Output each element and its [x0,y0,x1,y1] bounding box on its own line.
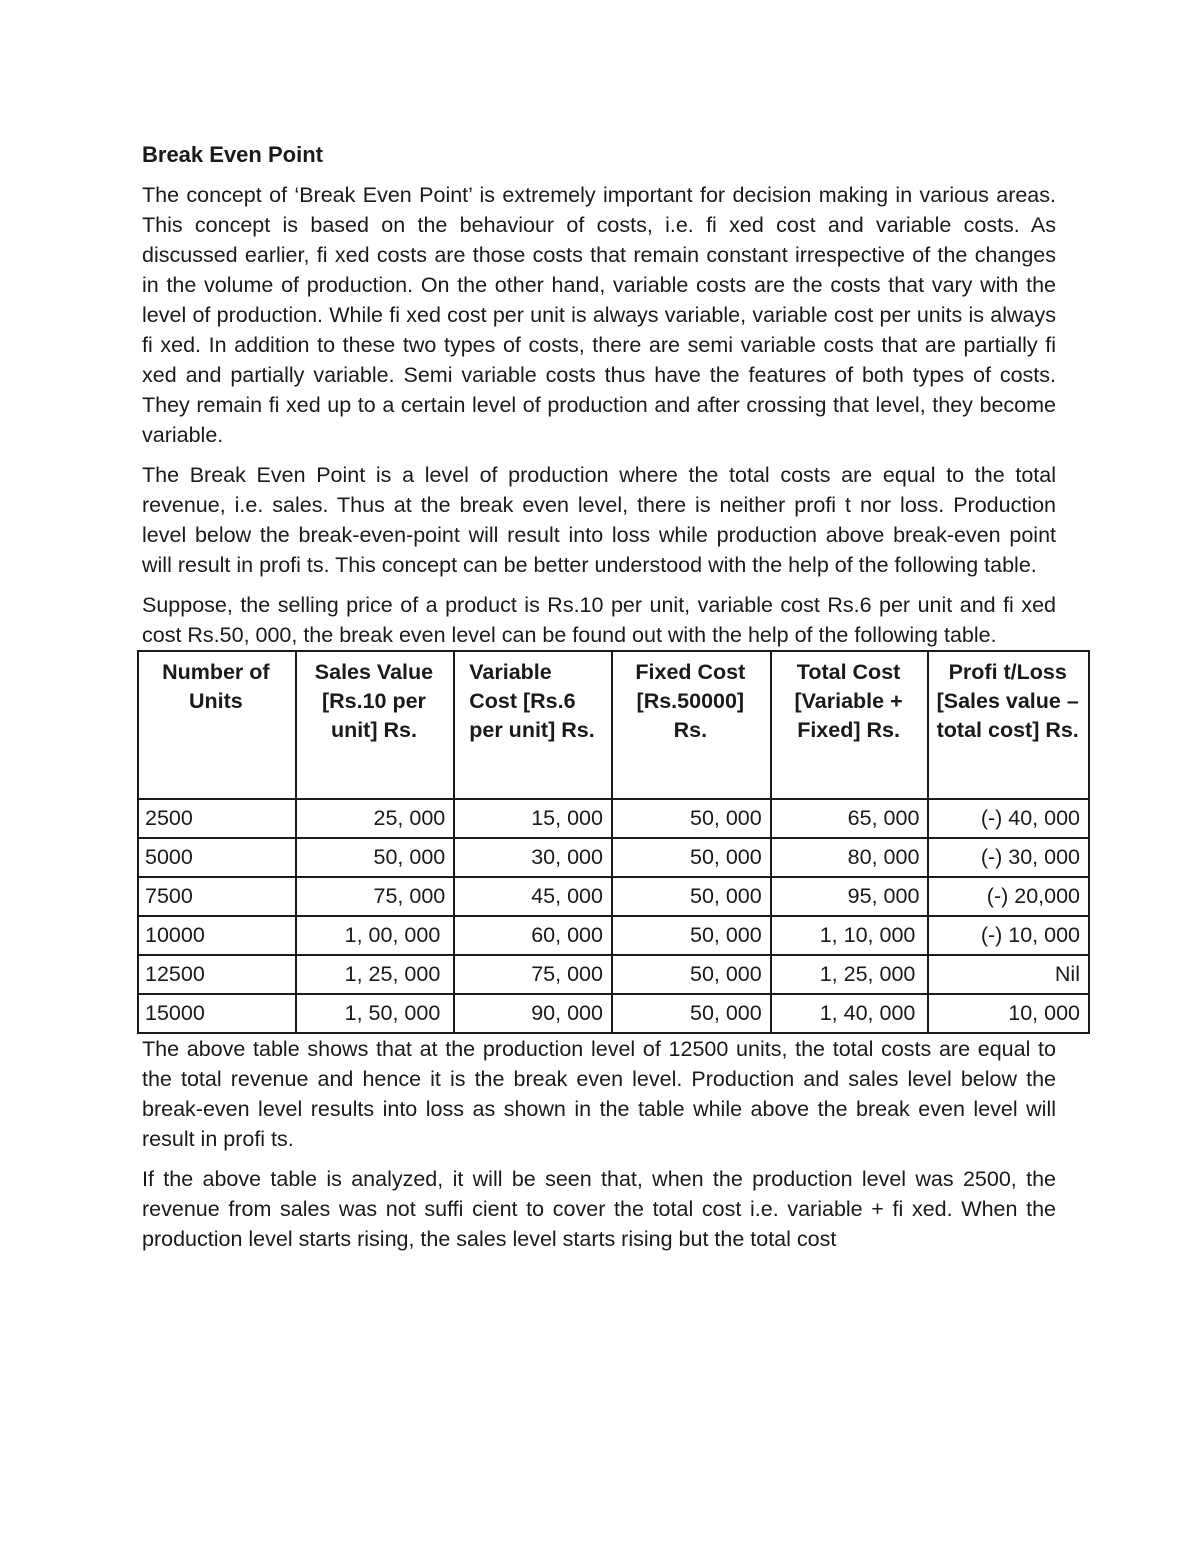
cell-variable: 15, 000 [454,799,612,838]
section-heading: Break Even Point [142,142,323,167]
document-page [142,140,1080,1264]
cell-profit: (-) 30, 000 [928,838,1089,877]
table-header-row [138,651,1089,799]
paragraph-definition: The Break Even Point is a level of production where the total costs are equal to the total revenue, i.e. sales. Thus at the break even level, there is neither profi t nor loss. Production level below the break-even-point will result into loss while production above break-even point will result in profi ts. This concept can be better understood with the help of the following table. [142,463,1056,577]
table-row [138,838,1089,877]
cell-units: 12500 [138,955,296,994]
cell-units: 7500 [138,877,296,916]
cell-variable: 45, 000 [454,877,612,916]
cell-variable: 60, 000 [454,916,612,955]
table-row [138,916,1089,955]
paragraph-example: Suppose, the selling price of a product is Rs.10 per unit, variable cost Rs.6 per unit and fi xed cost Rs.50, 000, the break even level can be found out with the help of the following table. [142,593,1056,647]
header-fixed-cost: Fixed Cost [Rs.50000] Rs. [612,651,771,799]
table-row [138,994,1089,1033]
header-units: Number of Units [138,651,296,799]
cell-fixed: 50, 000 [612,955,771,994]
cell-units: 10000 [138,916,296,955]
paragraph-analysis: If the above table is analyzed, it will be seen that, when the production level was 2500, the revenue from sales was not suffi cient to cover the total cost i.e. variable + fi xed. When the production level starts rising, the sales level starts rising but the total cost [142,1167,1056,1251]
cell-fixed: 50, 000 [612,994,771,1033]
header-total-cost: Total Cost [Variable + Fixed] Rs. [771,651,929,799]
cell-sales: 25, 000 [296,799,455,838]
cell-fixed: 50, 000 [612,916,771,955]
header-sales-value: Sales Value [Rs.10 per unit] Rs. [296,651,455,799]
table-row [138,877,1089,916]
cell-units: 5000 [138,838,296,877]
table-row [138,955,1089,994]
cell-total: 1, 25, 000 [771,955,929,994]
header-variable-cost: Variable Cost [Rs.6 per unit] Rs. [454,651,612,799]
cell-total: 95, 000 [771,877,929,916]
cell-fixed: 50, 000 [612,799,771,838]
cell-profit: (-) 40, 000 [928,799,1089,838]
cell-sales: 1, 50, 000 [296,994,455,1033]
cell-variable: 90, 000 [454,994,612,1033]
break-even-table [137,650,1090,1034]
paragraph-conclusion: The above table shows that at the production level of 12500 units, the total costs are equal to the total revenue and hence it is the break even level. Production and sales level below the break-even level results into loss as shown in the table while above the break even level will result in profi ts. [142,1037,1056,1151]
cell-total: 1, 10, 000 [771,916,929,955]
cell-variable: 75, 000 [454,955,612,994]
header-profit-loss: Profi t/Loss [Sales value – total cost] Rs. [928,651,1089,799]
cell-total: 80, 000 [771,838,929,877]
cell-profit: Nil [928,955,1089,994]
cell-profit: 10, 000 [928,994,1089,1033]
cell-sales: 75, 000 [296,877,455,916]
table-row [138,799,1089,838]
cell-units: 15000 [138,994,296,1033]
cell-total: 65, 000 [771,799,929,838]
cell-sales: 1, 25, 000 [296,955,455,994]
paragraph-concept: The concept of ‘Break Even Point’ is extremely important for decision making in various areas. This concept is based on the behaviour of costs, i.e. fi xed cost and variable costs. As discussed earlier, fi xed costs are those costs that remain constant irrespective of the changes in the volume of production. On the other hand, variable costs are the costs that vary with the level of production. While fi xed cost per unit is always variable, variable cost per units is always fi xed. In addition to these two types of costs, there are semi variable costs that are partially fi xed and partially variable. Semi variable costs thus have the features of both types of costs. They remain fi xed up to a certain level of production and after crossing that level, they become variable. [142,183,1056,447]
cell-fixed: 50, 000 [612,838,771,877]
cell-units: 2500 [138,799,296,838]
cell-profit: (-) 10, 000 [928,916,1089,955]
cell-sales: 1, 00, 000 [296,916,455,955]
cell-sales: 50, 000 [296,838,455,877]
cell-profit: (-) 20,000 [928,877,1089,916]
cell-total: 1, 40, 000 [771,994,929,1033]
cell-variable: 30, 000 [454,838,612,877]
cell-fixed: 50, 000 [612,877,771,916]
